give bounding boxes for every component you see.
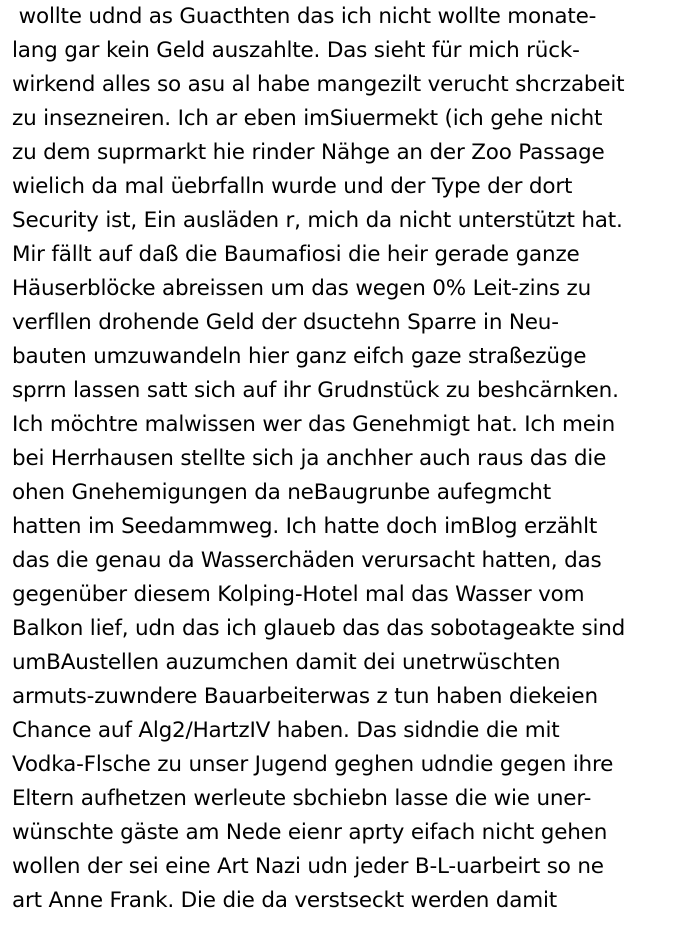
text-line: armuts-zuwndere Bauarbeiterwas z tun haben diekeien [12, 684, 598, 709]
text-line: sprrn lassen satt sich auf ihr Grudnstück zu beshcärnken. [12, 378, 619, 403]
text-line: Chance auf Alg2/HartzIV haben. Das sidndie die mit [12, 718, 560, 743]
text-line: hatten im Seedammweg. Ich hatte doch imBlog erzählt [12, 514, 598, 539]
text-line: art Anne Frank. Die die da verstseckt werden damit [12, 888, 557, 913]
text-line: Ich möchtre malwissen wer das Genehmigt hat. Ich mein [12, 412, 616, 437]
text-line: lang gar kein Geld auszahlte. Das sieht für mich rück- [12, 38, 580, 63]
document-page [12, 0, 680, 940]
text-line: Eltern aufhetzen werleute sbchiebn lasse die wie uner- [12, 786, 592, 811]
text-line: umBAustellen auzumchen damit dei unetrwüschten [12, 650, 561, 675]
text-line: Balkon lief, udn das ich glaueb das das sobotageakte sind [12, 616, 626, 641]
text-line: Vodka-Flsche zu unser Jugend geghen udndie gegen ihre [12, 752, 614, 777]
text-line: zu dem suprmarkt hie rinder Nähge an der Zoo Passage [12, 140, 605, 165]
text-line: wirkend alles so asu al habe mangezilt verucht shcrzabeit [12, 72, 625, 97]
text-line: Häuserblöcke abreissen um das wegen 0% Leit-zins zu [12, 276, 592, 301]
text-line: Security ist, Ein ausläden r, mich da nicht unterstützt hat. [12, 208, 623, 233]
text-line: ohen Gnehemigungen da neBaugrunbe aufegmcht [12, 480, 551, 505]
text-line: wollte udnd as Guacthten das ich nicht wollte monate- [12, 4, 597, 29]
text-line: wielich da mal üebrfalln wurde und der Type der dort [12, 174, 573, 199]
text-line: das die genau da Wasserchäden verursacht hatten, das [12, 548, 602, 573]
text-line: bauten umzuwandeln hier ganz eifch gaze straßezüge [12, 344, 587, 369]
text-line: wünschte gäste am Nede eienr aprty eifach nicht gehen [12, 820, 608, 845]
text-line: Mir fällt auf daß die Baumafiosi die heir gerade ganze [12, 242, 580, 267]
text-line: bei Herrhausen stellte sich ja anchher auch raus das die [12, 446, 607, 471]
text-line: zu insezneiren. Ich ar eben imSiuermekt (ich gehe nicht [12, 106, 603, 131]
text-line: verfllen drohende Geld der dsuctehn Sparre in Neu- [12, 310, 559, 335]
text-line: wollen der sei eine Art Nazi udn jeder B-L-uarbeirt so ne [12, 854, 604, 879]
text-line: gegenüber diesem Kolping-Hotel mal das Wasser vom [12, 582, 585, 607]
